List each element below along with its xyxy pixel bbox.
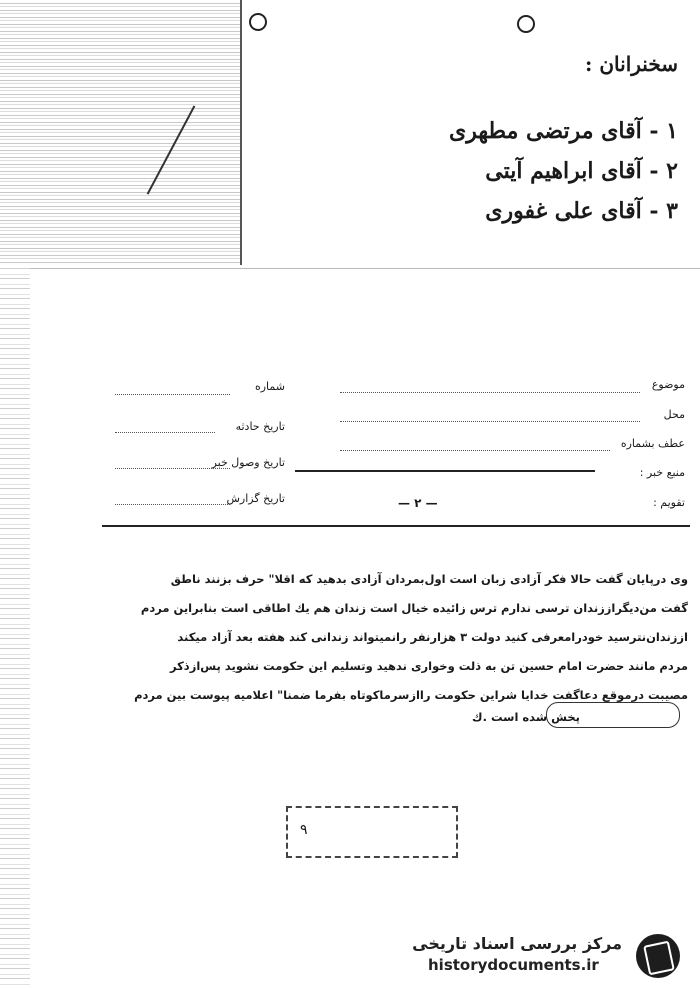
stamp-box: [286, 806, 458, 858]
field-reference: [340, 450, 610, 451]
report-line-4: مردم مانند حضرت امام حسین تن به ذلت وخواری ندهید وتسلیم این حکومت نشوید پس‌ازذکر: [169, 659, 688, 673]
label-received-date: تاریخ وصول خبر: [211, 456, 285, 469]
label-reference: عطف بشماره: [620, 437, 685, 450]
watermark-title: مرکز بررسی اسناد تاریخی: [412, 934, 622, 953]
field-received-date: [115, 468, 230, 469]
archive-logo-icon: [636, 934, 680, 978]
page-number: — ۲ —: [398, 496, 438, 510]
speaker-1: ۱ - آقای مرتضی مطهری: [449, 118, 678, 144]
field-place: [340, 421, 640, 422]
field-subject: [340, 392, 640, 393]
field-report-date: [115, 504, 230, 505]
stamp-text: ۹: [300, 822, 308, 838]
handwritten-circle: [546, 702, 680, 728]
field-number: [115, 394, 230, 395]
speaker-3: ۳ - آقای علی غفوری: [485, 198, 678, 224]
punch-hole-icon: [249, 13, 267, 31]
report-line-5: مصیبت درموقع دعاگفت خدایا شراین حکومت راازسرماکوتاه بفرما ضمنا" اعلامیه پیوست بین مردم: [134, 688, 688, 702]
label-report-date: تاریخ گزارش: [226, 492, 285, 505]
scan-noise-block: [0, 0, 242, 265]
label-calendar: تقویم :: [653, 496, 685, 509]
form-divider: [102, 525, 690, 527]
field-incident-date: [115, 432, 215, 433]
label-subject: موضوع: [651, 378, 685, 391]
report-line-3: اززندان‌نترسید خودرامعرفی کنید دولت ۳ هزارنفر رانمیتواند زندانی کند هفته بعد آزاد میکند: [177, 630, 688, 644]
report-line-2: گفت من‌دیگراززندان ترسی ندارم ترس زائیده خیال است زندان هم یك اطاقی است بنابراین مردم: [140, 601, 688, 615]
label-source: منبع خبر :: [639, 466, 685, 479]
speakers-heading: سخنرانان :: [585, 52, 678, 76]
report-line-6: پخش شده است .ك: [472, 710, 580, 724]
label-incident-date: تاریخ حادثه: [235, 420, 285, 433]
label-place: محل: [663, 408, 685, 421]
watermark-url: historydocuments.ir: [428, 956, 599, 974]
page-split-line: [30, 268, 700, 269]
label-number: شماره: [254, 380, 285, 393]
punch-hole-icon: [517, 15, 535, 33]
report-line-1: وی درپایان گفت حالا فکر آزادی زبان است اول‌بمردان آزادی بدهید که اقلا" حرف بزنند ناطق: [170, 572, 688, 586]
field-source: [295, 470, 595, 472]
speaker-2: ۲ - آقای ابراهیم آیتی: [485, 158, 678, 184]
